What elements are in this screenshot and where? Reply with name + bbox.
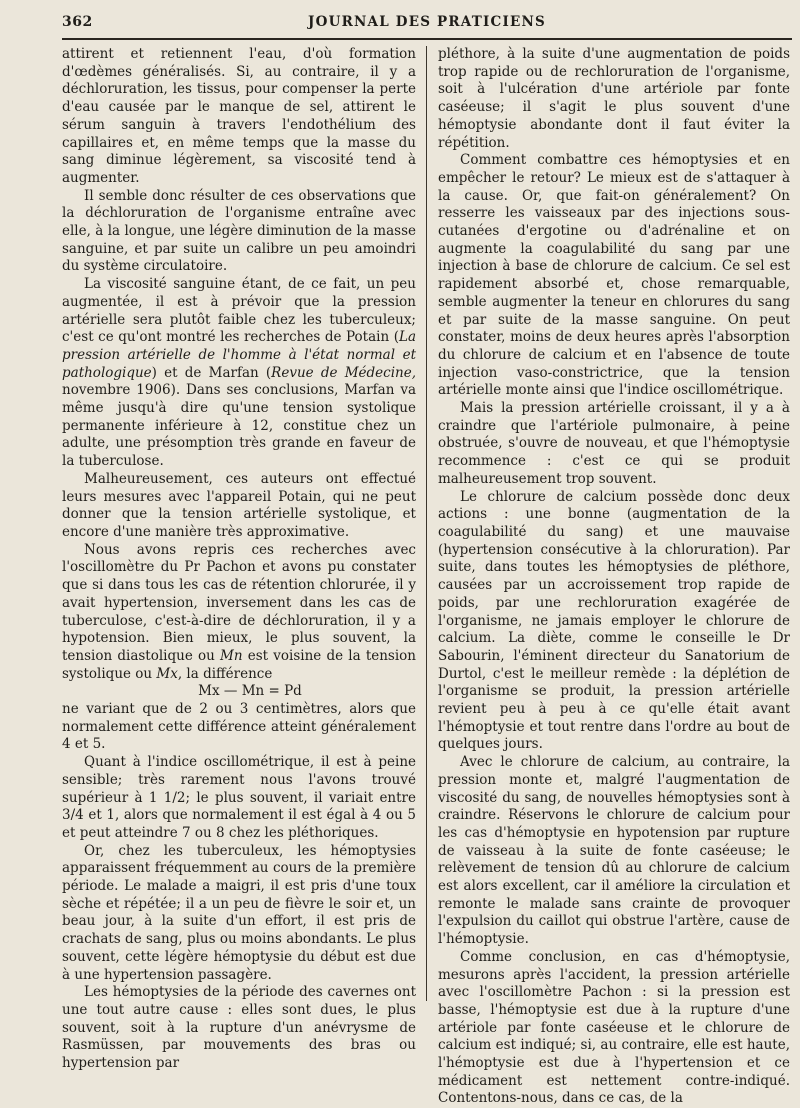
formula: Mx — Mn = Pd [198, 683, 302, 700]
paragraph: attirent et retiennent l'eau, d'où formation d'œdèmes généralisés. Si, au contraire, il y a déchloruration, les tissus, pour compenser la perte d'eau causée par le manque de sel, attirent le sérum sanguin à travers l'endothélium des capillaires et, en même temps que la masse du sang diminue légèrement, sa viscosité tend à augmenter. [62, 46, 416, 186]
paragraph-text: ) et de Marfan ( [151, 364, 272, 381]
paragraph: Avec le chlorure de calcium, au contraire, la pression monte et, malgré l'augmentation de viscosité du sang, de nouvelles hémoptysies sont à craindre. Réservons le chlorure de calcium pour les cas d'hémoptysie en hypotension par rupture de vaisseau à la suite de fonte caséeuse; le relèvement de tension dû au chlorure de calcium est alors excellent, car il améliore la circulation et remonte le malade sans crainte de provoquer l'expulsion du caillot qui obstrue l'artère, cause de l'hémoptysie. [438, 754, 790, 948]
page-header [62, 6, 792, 40]
column-divider [426, 46, 427, 1001]
paragraph: Quant à l'indice oscillométrique, il est à peine sensible; très rarement nous l'avons trouvé supérieur à 1 1/2; le plus souvent, il variait entre 3/4 et 1, alors que normalement il est égal à 4 ou 5 et peut atteindre 7 ou 8 chez les pléthoriques. [62, 754, 416, 841]
paragraph: Comme conclusion, en cas d'hémoptysie, mesurons après l'accident, la pression artérielle avec l'oscillomètre Pachon : si la pression est basse, l'hémoptysie est due à la rupture d'une artériole par fonte caséeuse et le chlorure de calcium est indiqué; si, au contraire, elle est haute, l'hémoptysie est due à l'hypertension et ce médicament est nettement contre-indiqué. Contentons-nous, dans ce cas, de la [438, 948, 790, 1107]
left-column [62, 46, 416, 1072]
paragraph-text: novembre 1906). Dans ses conclusions, Marfan va même jusqu'à dire qu'une tension systolique permanente inférieure à 12, constitue chez un adulte, une présomption très grande en faveur de la tuberculose. [62, 382, 416, 470]
paragraph: pléthore, à la suite d'une augmentation de poids trop rapide ou de rechloruration de l'organisme, soit à l'ulcération d'une artériole par fonte caséeuse; il s'agit le plus souvent d'une hémoptysie abondante dont il faut éviter la répétition. [438, 46, 790, 151]
paragraph: Or, chez les tuberculeux, les hémoptysies apparaissent fréquemment au cours de la première période. Le malade a maigri, il est pris d'une toux sèche et répétée; il a un peu de fièvre le soir et, un beau jour, à la suite d'un effort, il est pris de crachats de sang, plus ou moins abondants. Le plus souvent, cette légère hémoptysie du début est due à une hypertension passagère. [62, 842, 416, 983]
paragraph: Mais la pression artérielle croissant, il y a à craindre que l'artériole pulmonaire, à peine obstruée, s'ouvre de nouveau, et que l'hémoptysie recommence : c'est ce qui se produit malheureusement trop souvent. [438, 400, 790, 487]
paragraph-text: La viscosité sanguine étant, de ce fait, un peu augmentée, il est à prévoir que la pression artérielle sera plutôt faible chez les tuberculeux; c'est ce qu'ont montré les recherches de Potain ( [62, 276, 416, 346]
page-number: 362 [62, 14, 93, 30]
paragraph [62, 542, 416, 684]
reference-title: La pression artérielle de l'homme à l'état normal et pathologique [62, 329, 416, 381]
reference-title: Revue de Médecine, [271, 364, 416, 381]
paragraph: Malheureusement, ces auteurs ont effectué leurs mesures avec l'appareil Potain, qui ne peut donner que la tension artérielle systolique, et encore d'une manière très approximative. [62, 470, 416, 540]
symbol-mn: Mn [220, 647, 243, 664]
symbol-mx: Mx [156, 665, 178, 682]
paragraph-text: , la différence [177, 665, 273, 682]
paragraph-text: Nous avons repris ces recherches avec l'oscillomètre du Pr Pachon et avons pu constater que si dans tous les cas de rétention chlorurée, il y avait hypertension, inversement dans les cas de tuberculose, c'est-à-dire de déchloruration, il y a hypotension. Bien mieux, le plus souvent, la tension diastolique ou [62, 541, 416, 664]
paragraph: Comment combattre ces hémoptysies et en empêcher le retour? Le mieux est de s'attaquer à la cause. Or, que fait-on généralement? On resserre les vaisseaux par des injections sous-cutanées d'ergotine ou d'adrénaline et on augmente la coagulabilité du sang par une injection à base de chlorure de calcium. Ce sel est rapidement absorbé et, chose remarquable, semble augmenter la teneur en chlorures du sang et par suite de la masse sanguine. On peut constater, moins de deux heures après l'absorption du chlorure de calcium et en l'absence de toute injection vaso-constrictrice, que la tension artérielle monte ainsi que l'indice oscillométrique. [438, 152, 790, 399]
running-title: JOURNAL DES PRATICIENS [308, 14, 546, 30]
paragraph: ne variant que de 2 ou 3 centimètres, alors que normalement cette différence atteint généralement 4 et 5. [62, 701, 416, 753]
paragraph: Il semble donc résulter de ces observations que la déchloruration de l'organisme entraîne avec elle, à la longue, une légère diminution de la masse sanguine, et par suite un calibre un peu amoindri du système circulatoire. [62, 187, 416, 275]
paragraph-text: est voisine de la tension systolique ou [62, 647, 416, 682]
paragraph: Les hémoptysies de la période des cavernes ont une tout autre cause : elles sont dues, le plus souvent, soit à la rupture d'un anévrysme de Rasmüssen, par mouvements des bras ou hypertension par [62, 984, 416, 1072]
paragraph [62, 276, 416, 471]
paragraph: Le chlorure de calcium possède donc deux actions : une bonne (augmentation de la coagulabilité du sang) et une mauvaise (hypertension consécutive à la chloruration). Par suite, dans toutes les hémoptysies de pléthore, causées par un accroissement trop rapide de poids, par une rechloruration exagérée de l'organisme, ne jamais employer le chlorure de calcium. La diète, comme le conseille le Dr Sabourin, l'éminent directeur du Sanatorium de Durtol, c'est le meilleur remède : la déplétion de l'organisme se produit, la pression artérielle revient peu à peu à ce qu'elle était avant l'hémoptysie et tout rentre dans l'ordre au bout de quelques jours. [438, 488, 790, 753]
right-column [438, 46, 790, 1107]
